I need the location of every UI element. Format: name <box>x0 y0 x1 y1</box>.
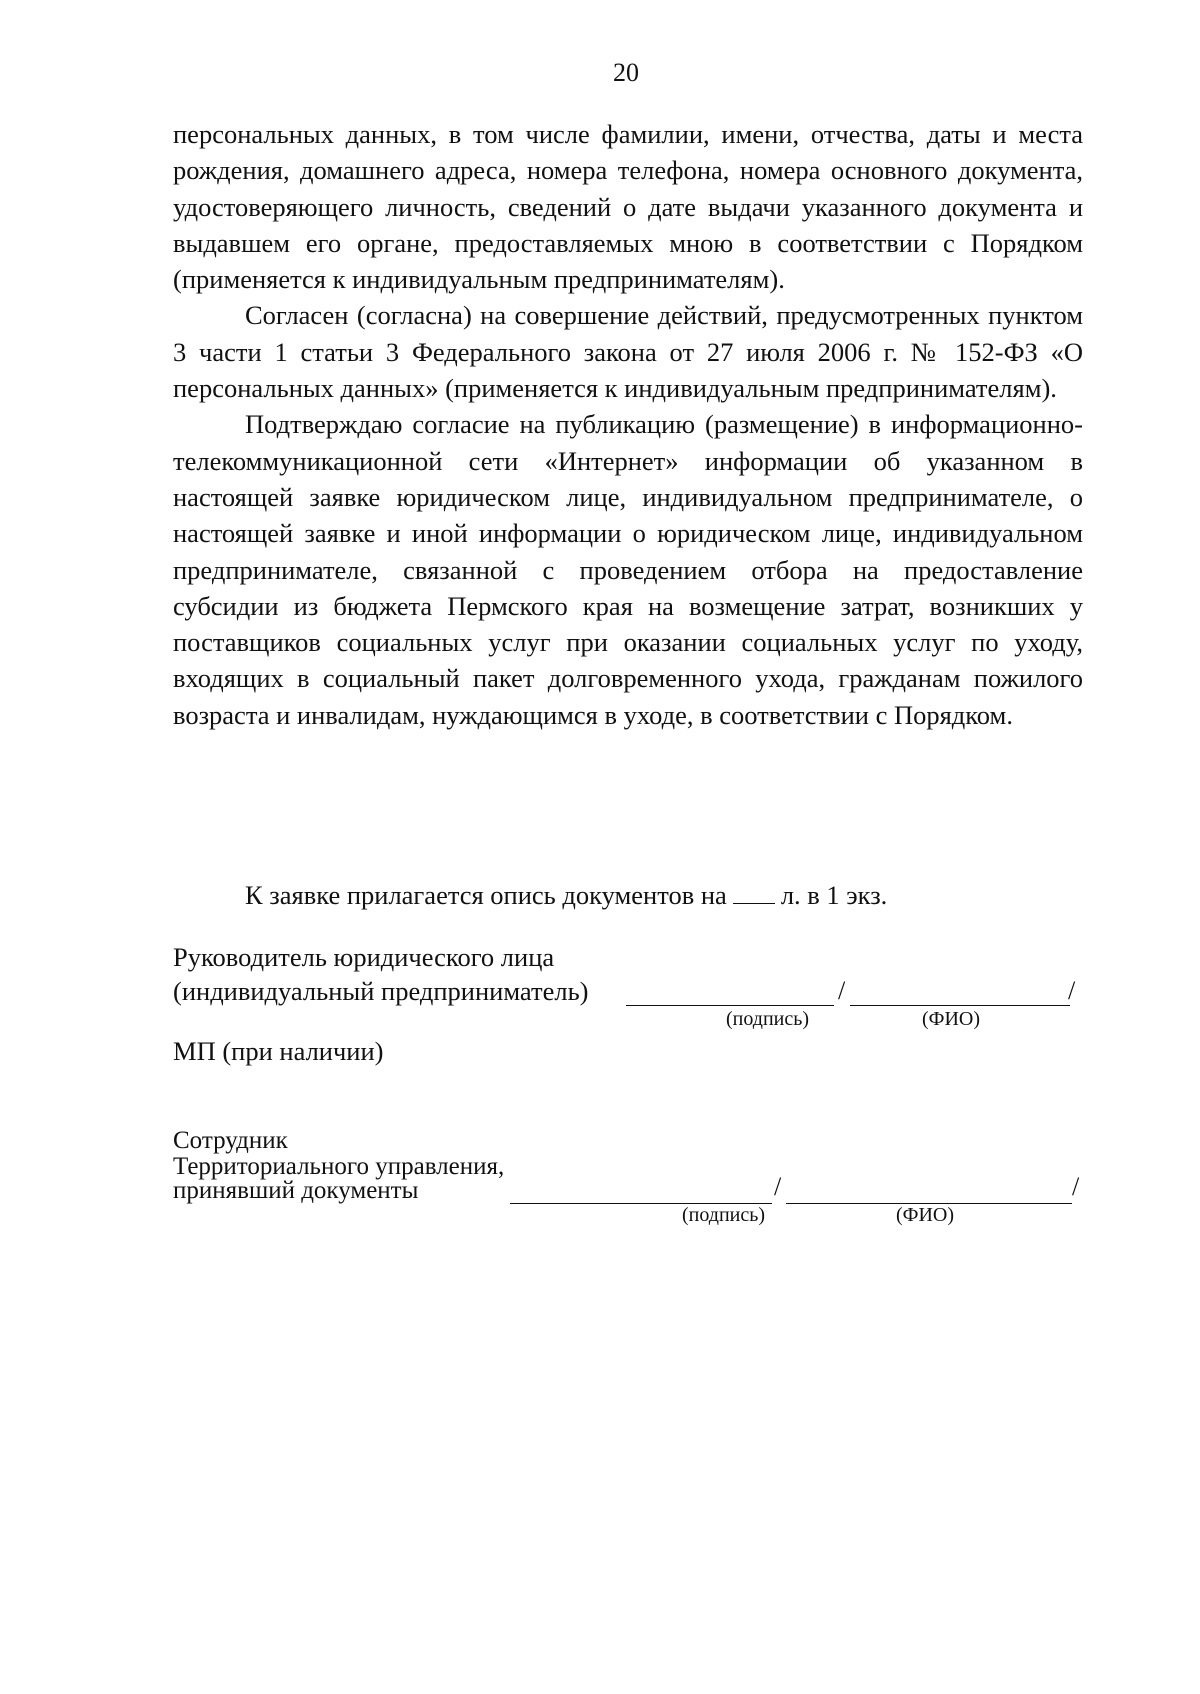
head-slash-1: / <box>838 976 846 1005</box>
attachment-suffix: л. в 1 экз. <box>780 880 888 910</box>
employee-title-line1: Сотрудник <box>173 1127 288 1154</box>
head-title-line2: (индивидуальный предприниматель) <box>173 976 589 1006</box>
head-caption-name: (ФИО) <box>922 1008 981 1030</box>
page-number: 20 <box>613 58 639 87</box>
employee-caption-signature: (подпись) <box>682 1204 766 1226</box>
employee-slash-1: / <box>774 1172 782 1201</box>
head-signature-line <box>626 1005 834 1006</box>
head-name-line <box>850 1005 1070 1006</box>
employee-caption-name: (ФИО) <box>896 1204 955 1226</box>
stamp-label: МП (при наличии) <box>173 1036 384 1066</box>
paragraph-consent-actions: Согласен (согласна) на совершение действий, предусмотренных пунктом 3 части 1 статьи 3 Федерального закона от 27 июля 2006 г. № 152-ФЗ «О персональных данных» (применяется к индивидуальным предпринимателям). <box>173 300 1083 404</box>
employee-slash-2: / <box>1072 1172 1080 1201</box>
attachment-prefix: К заявке прилагается опись документов на <box>245 880 727 910</box>
head-title-line1: Руководитель юридического лица <box>173 942 555 972</box>
employee-title-line2: Территориального управления, <box>173 1153 505 1180</box>
paragraph-personal-data: персональных данных, в том числе фамилии, имени, отчества, даты и места рождения, домашнего адреса, номера телефона, номера основного документа, удостоверяющего личность, сведений о дате выдачи указанного документа и выдавшем его органе, предоставляемых мною в соответствии с Порядком (применяется к индивидуальным предпринимателям). <box>173 119 1083 295</box>
head-slash-2: / <box>1068 976 1076 1005</box>
body-text <box>173 116 1083 733</box>
head-caption-signature: (подпись) <box>726 1008 810 1030</box>
paragraph-publication-consent: Подтверждаю согласие на публикацию (размещение) в информационно-телекоммуникационной сети «Интернет» информации об указанном в настоящей заявке юридическом лице, индивидуальном предпринимателе, о настоящей заявке и иной информации о юридическом лице, индивидуальном предпринимателе, связанной с проведением отбора на предоставление субсидии из бюджета Пермского края на возмещение затрат, возникших у поставщиков социальных услуг при оказании социальных услуг по уходу, входящих в социальный пакет долговременного ухода, гражданам пожилого возраста и инвалидам, нуждающимся в уходе, в соответствии с Порядком. <box>173 409 1083 730</box>
sheet-count-blank <box>733 881 775 904</box>
employee-title-line3: принявший документы <box>173 1177 419 1204</box>
attachment-line <box>245 880 887 911</box>
